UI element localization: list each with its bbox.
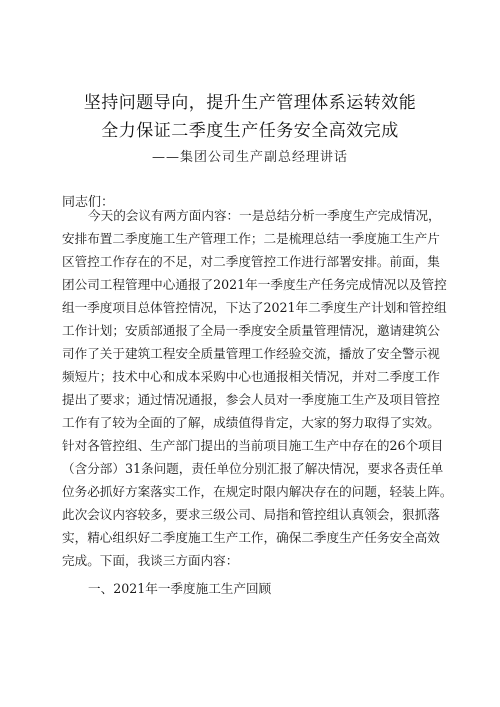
paragraph-line: 频短片；技术中心和成本采购中心也通报相关情况，并对二季度工作	[62, 369, 440, 384]
section-heading: 一、2021年一季度施工生产回顾	[88, 581, 272, 596]
paragraph-line: 提出了要求；通过情况通报，参会人员对一季度施工生产及项目管控	[62, 392, 440, 407]
paragraph-line: 安排布置二季度施工生产管理工作；二是梳理总结一季度施工生产片	[62, 231, 440, 246]
paragraph-line: 针对各管控组、生产部门提出的当前项目施工生产中存在的26个项目	[62, 438, 444, 453]
paragraph-line: 工作有了较为全面的了解，成绩值得肯定，大家的努力取得了实效。	[62, 415, 440, 430]
paragraph-line: （含分部）31条问题，责任单位分别汇报了解决情况，要求各责任单	[62, 461, 444, 476]
document-subtitle: ——集团公司生产副总经理讲话	[151, 150, 348, 165]
paragraph-line: 工作计划；安质部通报了全局一季度安全质量管理情况，邀请建筑公	[62, 323, 440, 338]
paragraph-line: 司作了关于建筑工程安全质量管理工作经验交流，播放了安全警示视	[62, 346, 440, 361]
document-title-line-1: 坚持问题导向，提升生产管理体系运转效能	[83, 93, 417, 113]
paragraph-line: 实，精心组织好二季度施工生产工作，确保二季度生产任务安全高效	[62, 530, 440, 545]
paragraph-line: 组一季度项目总体管控情况，下达了2021年二季度生产计划和管控组	[62, 300, 447, 315]
paragraph-line: 区管控工作存在的不足，对二季度管控工作进行部署安排。前面，集	[62, 254, 440, 269]
paragraph-line: 完成。下面，我谈三方面内容：	[62, 553, 239, 568]
paragraph-line: 今天的会议有两方面内容：一是总结分析一季度生产完成情况，	[88, 208, 441, 223]
salutation: 同志们：	[62, 195, 115, 210]
paragraph-line: 位务必抓好方案落实工作，在规定时限内解决存在的问题，轻装上阵。	[62, 484, 453, 499]
paragraph-line: 团公司工程管理中心通报了2021年一季度生产任务完成情况以及管控	[62, 277, 447, 292]
document-title-line-2: 全力保证二季度生产任务安全高效完成	[101, 121, 399, 141]
paragraph-line: 此次会议内容较多，要求三级公司、局指和管控组认真领会，狠抓落	[62, 507, 440, 522]
